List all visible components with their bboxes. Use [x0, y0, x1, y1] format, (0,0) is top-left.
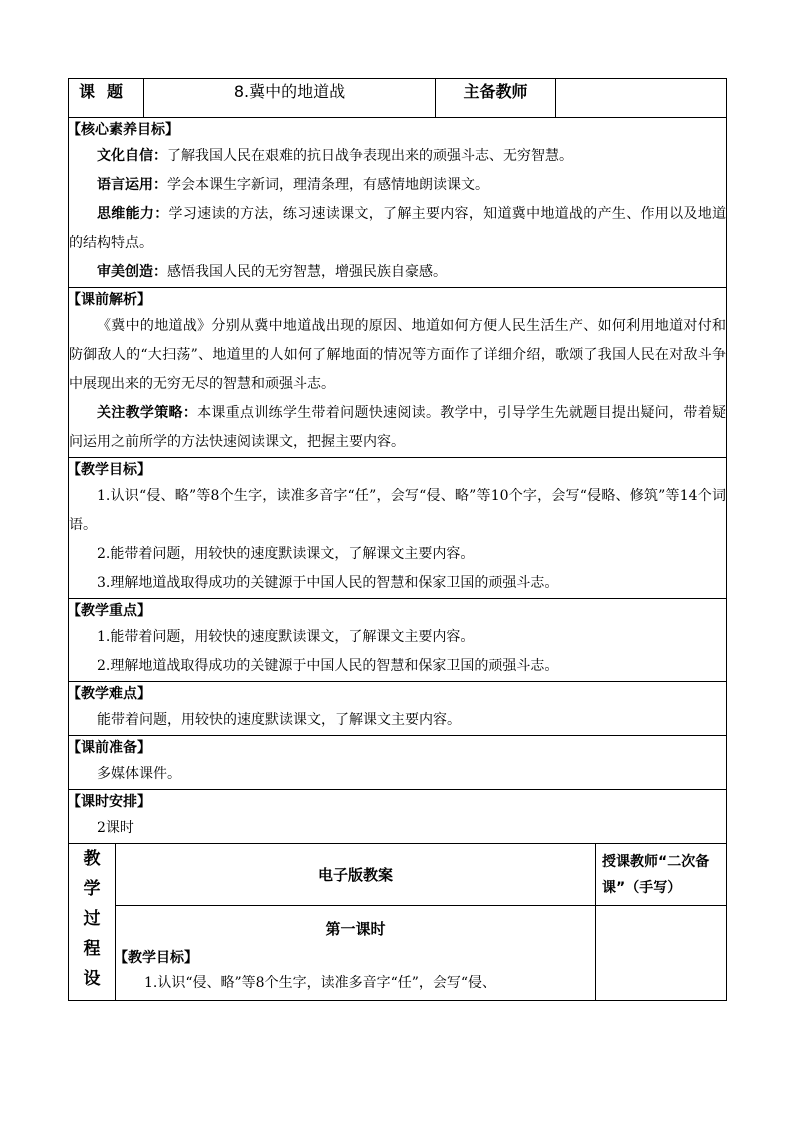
core-goals-title: 【核心素养目标】	[67, 122, 179, 138]
difficulties-title: 【教学难点】	[67, 686, 151, 702]
key-points-row	[69, 599, 727, 682]
difficulties-row	[69, 682, 727, 736]
teacher-value	[556, 79, 727, 118]
electronic-plan-header: 电子版教案	[116, 844, 596, 906]
core-goal-item: 文化自信：了解我国人民在艰难的抗日战争表现出来的顽强斗志、无穷智慧。	[97, 148, 573, 164]
header-row	[69, 79, 727, 118]
process-vertical-label: 教 学 过 程 设	[69, 844, 116, 1001]
difficulties-text: 能带着问题，用较快的速度默读课文，了解课文主要内容。	[97, 712, 461, 728]
core-goal-item: 思维能力：学习速读的方法，练习速读课文，了解主要内容，知道冀中地道战的产生、作用以及地道的结构特点。	[69, 206, 727, 251]
teaching-goals-title: 【教学目标】	[67, 462, 151, 478]
handwritten-plan-header: 授课教师“二次备课”（手写）	[596, 844, 727, 906]
teaching-goal-item: 3.理解地道战取得成功的关键源于中国人民的智慧和保家卫国的顽强斗志。	[97, 575, 559, 591]
lesson-content	[116, 906, 596, 1001]
teacher-label: 主备教师	[436, 79, 556, 118]
preparation-title: 【课前准备】	[67, 740, 151, 756]
pre-analysis-paragraph: 《冀中的地道战》分别从冀中地道战出现的原因、地道如何方便人民生活生产、如何利用地道对付和防御敌人的“大扫荡”、地道里的人如何了解地面的情况等方面作了详细介绍，歌颂了我国人民在对敌斗争中展现出来的无穷无尽的智慧和顽强斗志。	[69, 318, 726, 392]
teaching-goals-row	[69, 458, 727, 599]
teaching-goal-item: 1.认识“侵、略”等8个生字，读准多音字“任”，会写“侵、略”等10个字，会写“侵略、修筑”等14个词语。	[69, 488, 726, 533]
pre-analysis-title: 【课前解析】	[67, 292, 151, 308]
schedule-text: 2课时	[97, 820, 134, 836]
process-body-row	[69, 906, 727, 1001]
teaching-strategy: 关注教学策略：本课重点训练学生带着问题快速阅读。教学中，引导学生先就题目提出疑问，带着疑问运用之前所学的方法快速阅读课文，把握主要内容。	[69, 405, 727, 450]
teaching-goal-item: 2.能带着问题，用较快的速度默读课文，了解课文主要内容。	[97, 546, 475, 562]
core-goal-item: 语言运用：学会本课生字新词，理清条理，有感情地朗读课文。	[97, 177, 489, 193]
handwritten-area	[596, 906, 727, 1001]
schedule-title: 【课时安排】	[67, 794, 151, 810]
schedule-row	[69, 790, 727, 844]
lesson-goal-title: 【教学目标】	[114, 950, 198, 967]
key-points-title: 【教学重点】	[67, 603, 151, 619]
lesson-goal-item: 1.认识“侵、略”等8个生字，读准多音字“任”，会写“侵、	[144, 975, 497, 992]
lesson-plan-table	[68, 78, 727, 844]
topic-title: 8.冀中的地道战	[144, 79, 436, 118]
core-goal-item: 审美创造：感悟我国人民的无穷智慧，增强民族自豪感。	[97, 264, 447, 280]
preparation-text: 多媒体课件。	[97, 766, 181, 782]
process-table	[68, 843, 727, 1001]
preparation-row	[69, 736, 727, 790]
pre-analysis-row	[69, 288, 727, 458]
core-goals-row	[69, 118, 727, 288]
key-point-item: 1.能带着问题，用较快的速度默读课文，了解课文主要内容。	[97, 629, 475, 645]
lesson-title: 第一课时	[325, 920, 386, 939]
process-header-row	[69, 844, 727, 906]
topic-label: 课题	[69, 79, 144, 118]
lesson-plan-page	[68, 78, 726, 1001]
key-point-item: 2.理解地道战取得成功的关键源于中国人民的智慧和保家卫国的顽强斗志。	[97, 658, 559, 674]
